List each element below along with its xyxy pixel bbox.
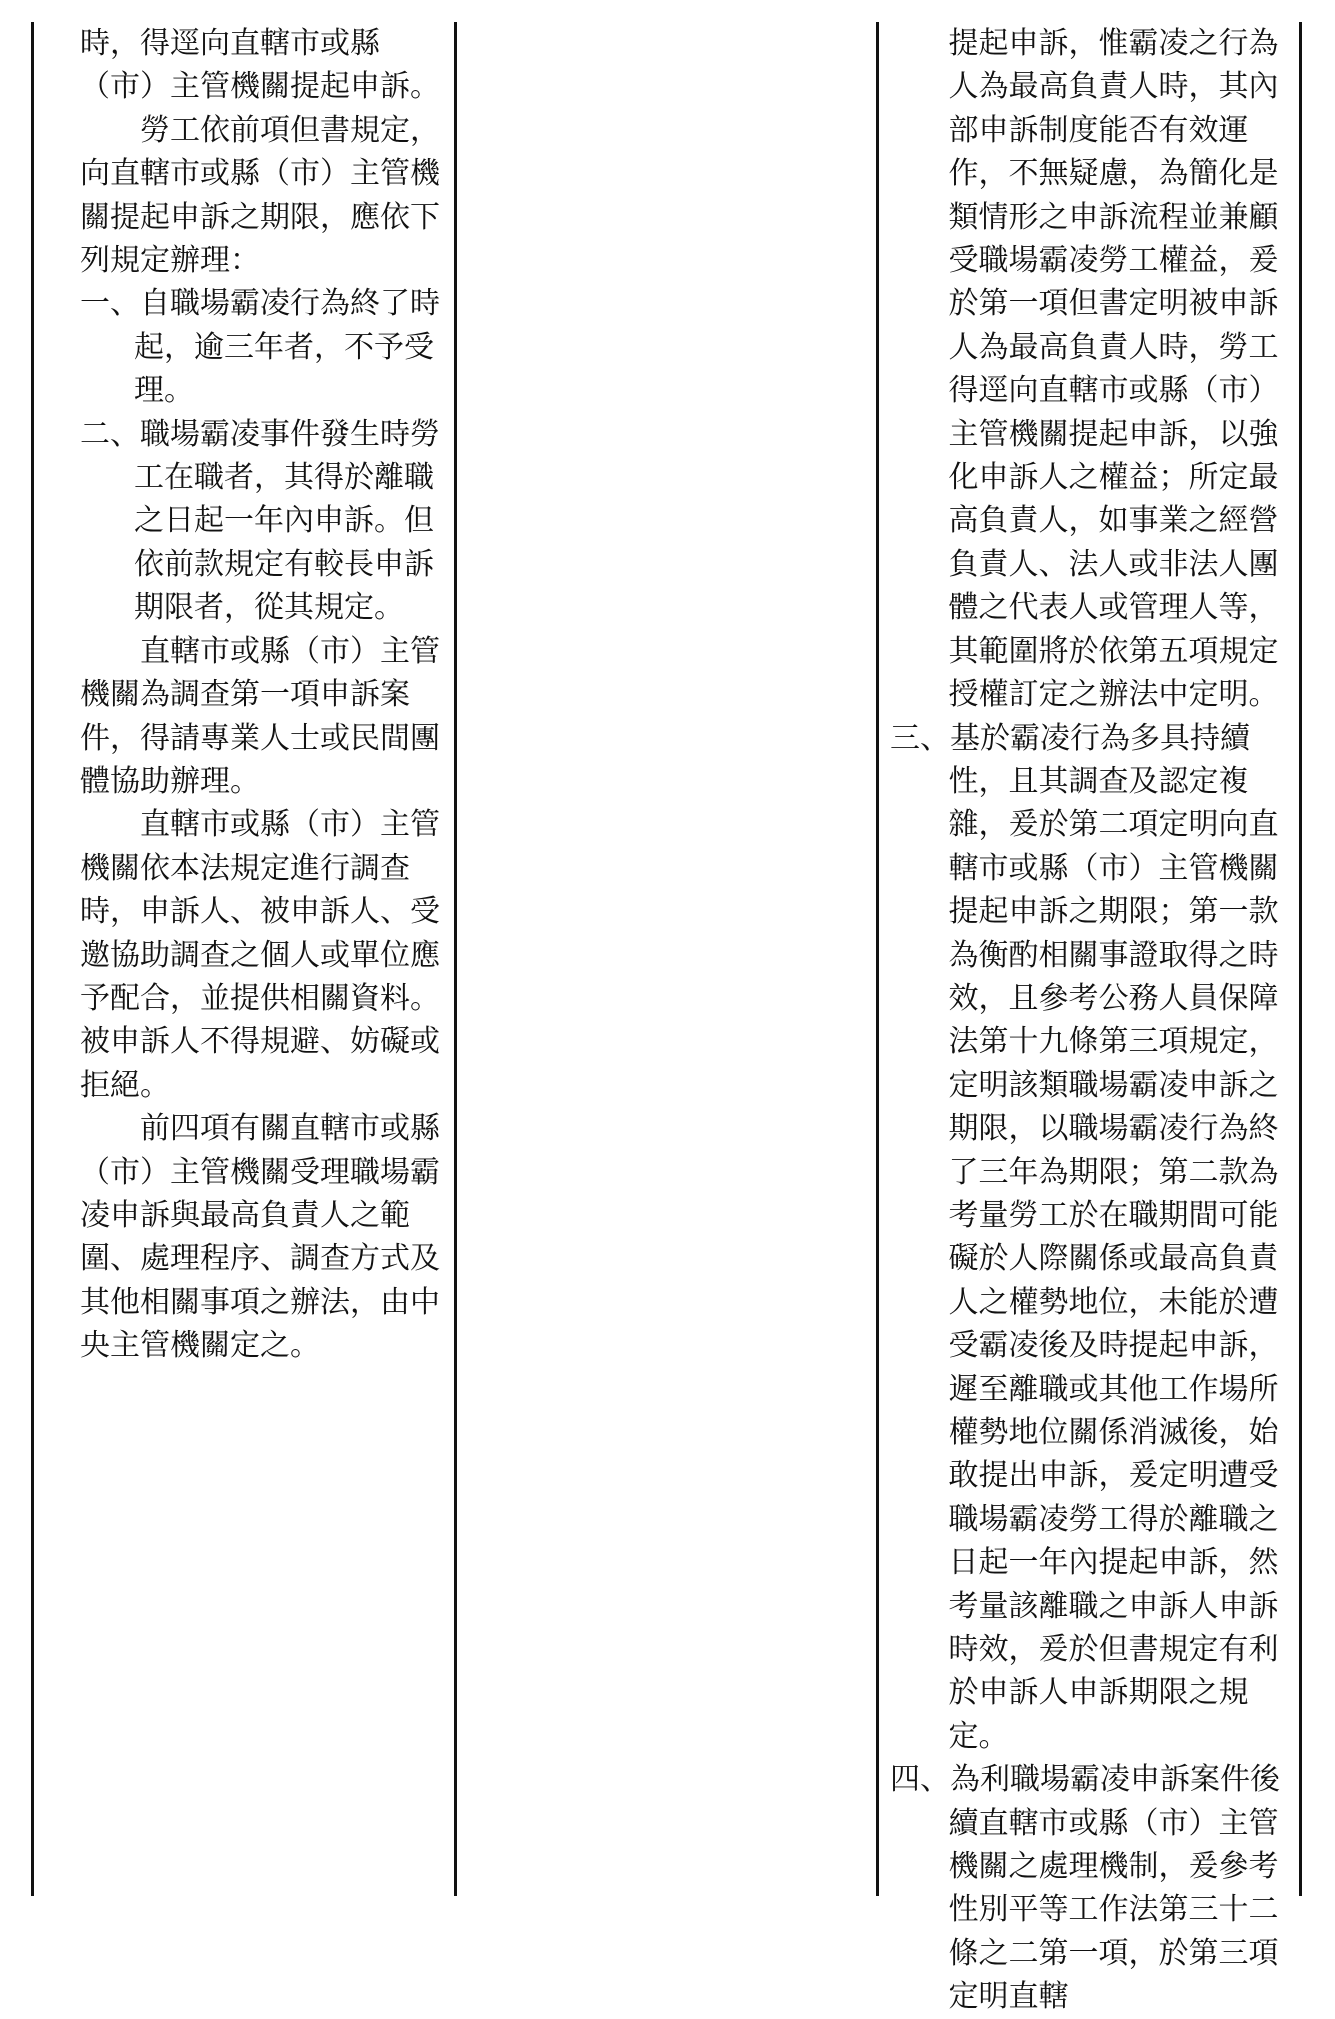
paragraph-3: 直轄市或縣（市）主管機關為調查第一項申訴案件，得請專業人士或民間團體協助辦理。 xyxy=(80,633,440,799)
explanation-continuation: 提起申訴，惟霸凌之行為人為最高負責人時，其內部申訴制度能否有效運作，不無疑慮，為簡化是類情形之申訴流程並兼顧受職場霸凌勞工權益，爰於第一項但書定明被申訴人為最高負責人時，勞工得逕向直轄市或縣（市）主管機關提起申訴，以強化申訴人之權益；所定最高負責人，如事業之經營負責人、法人或非法人團體之代表人或管理人等，其範圍將於依第五項規定授權訂定之辦法中定明。 xyxy=(948,26,1279,713)
explanation-item-4: 四、為利職場霸凌申訴案件後續直轄市或縣（市）主管機關之處理機制，爰參考性別平等工作法第三十二條之二第一項，於第三項定明直轄 xyxy=(890,1762,1280,2015)
list-item-2: 二、職場霸凌事件發生時勞工在職者，其得於離職之日起一年內申訴。但依前款規定有較長申訴期限者，從其規定。 xyxy=(80,416,440,626)
table-border-middle-right xyxy=(876,22,879,1896)
explanation-item-3: 三、基於霸凌行為多具持續性，且其調查及認定複雜，爰於第二項定明向直轄市或縣（市）主管機關提起申訴之期限；第一款為衡酌相關事證取得之時效，且參考公務人員保障法第十九條第三項規定，定明該類職場霸凌申訴之期限，以職場霸凌行為終了三年為期限；第二款為考量勞工於在職期間可能礙於人際關係或最高負責人之權勢地位，未能於遭受霸凌後及時提起申訴，遲至離職或其他工作場所權勢地位關係消滅後，始敢提出申訴，爰定明遭受職場霸凌勞工得於離職之日起一年內提起申訴，然考量該離職之申訴人申訴時效，爰於但書規定有利於申訴人申訴期限之規定。 xyxy=(890,720,1279,1754)
paragraph-continuation: 時，得逕向直轄市或縣（市）主管機關提起申訴。 xyxy=(80,26,440,105)
table-border-middle-left xyxy=(454,22,457,1896)
explanation-text-column xyxy=(890,22,1290,2019)
paragraph-2: 勞工依前項但書規定，向直轄市或縣（市）主管機關提起申訴之期限，應依下列規定辦理： xyxy=(80,112,440,279)
article-text-column xyxy=(80,22,442,1368)
paragraph-5: 前四項有關直轄市或縣（市）主管機關受理職場霸凌申訴與最高負責人之範圍、處理程序、調查方式及其他相關事項之辦法，由中央主管機關定之。 xyxy=(80,1111,440,1364)
table-border-right xyxy=(1299,22,1302,1896)
list-item-1: 一、自職場霸凌行為終了時起，逾三年者，不予受理。 xyxy=(80,286,440,409)
table-border-left xyxy=(31,22,34,1896)
paragraph-4: 直轄市或縣（市）主管機關依本法規定進行調查時，申訴人、被申訴人、受邀協助調查之個人或單位應予配合，並提供相關資料。被申訴人不得規避、妨礙或拒絕。 xyxy=(80,807,440,1103)
